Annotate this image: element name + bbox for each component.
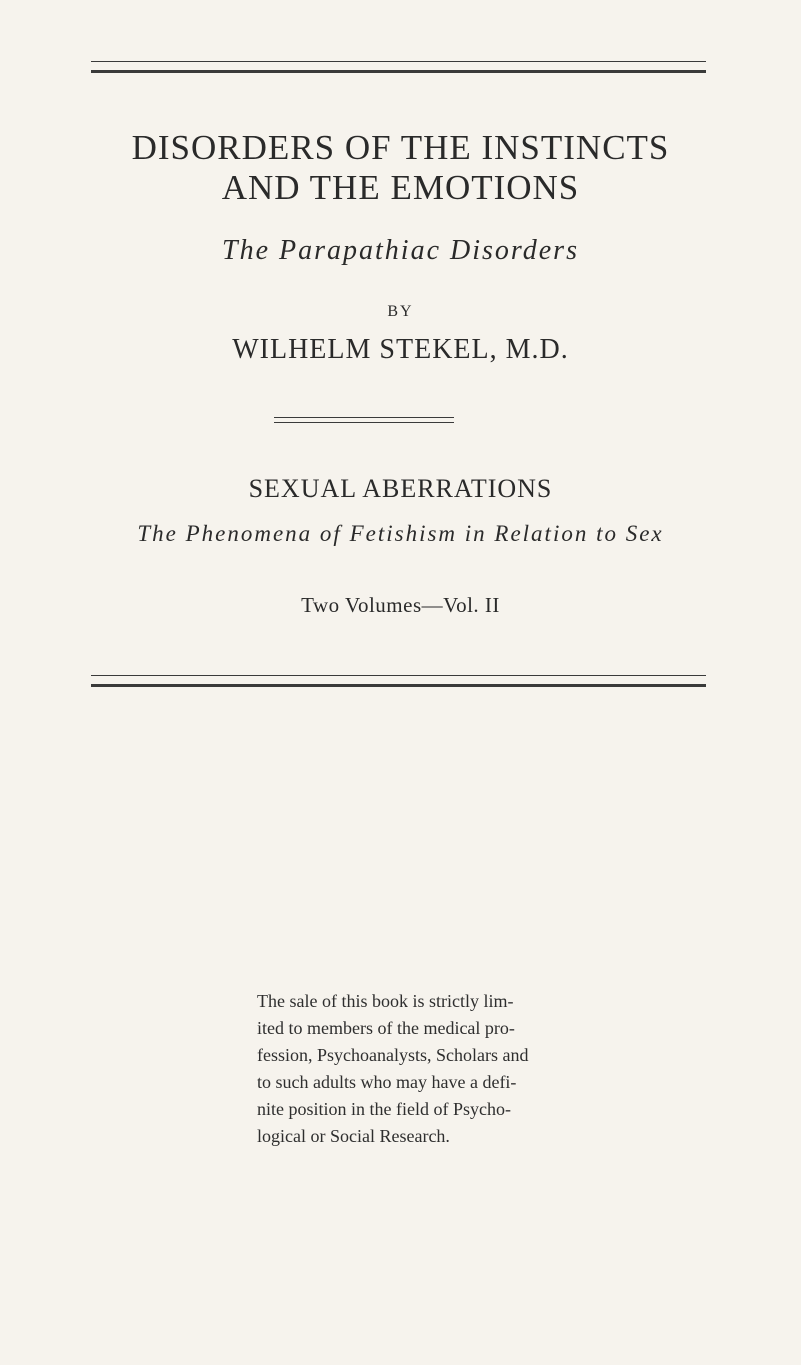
- middle-rule-upper: [274, 417, 454, 418]
- book-title-line-2: AND THE EMOTIONS: [221, 168, 580, 207]
- notice-line-5: nite position in the field of Psycho-: [257, 1099, 511, 1119]
- top-rule-thick: [91, 70, 706, 73]
- middle-rule-lower: [274, 422, 454, 423]
- series-title: SEXUAL ABERRATIONS: [248, 474, 553, 503]
- by-label: BY: [387, 303, 414, 320]
- notice-line-3: fession, Psychoanalysts, Scholars and: [257, 1045, 529, 1065]
- notice-line-1: The sale of this book is strictly lim-: [257, 991, 514, 1011]
- volume-label: Two Volumes—Vol. II: [301, 593, 500, 617]
- series-subtitle: The Phenomena of Fetishism in Relation to Sex: [137, 521, 664, 546]
- notice-line-2: ited to members of the medical pro-: [257, 1018, 515, 1038]
- book-title: [0, 128, 801, 208]
- bottom-rule-thin: [91, 675, 706, 676]
- author-name: WILHELM STEKEL, M.D.: [232, 334, 569, 365]
- top-rule-thin: [91, 61, 706, 62]
- sale-notice: [257, 988, 557, 1150]
- notice-line-4: to such adults who may have a defi-: [257, 1072, 517, 1092]
- book-title-line-1: DISORDERS OF THE INSTINCTS: [131, 128, 670, 167]
- notice-line-6: logical or Social Research.: [257, 1126, 450, 1146]
- book-subtitle: The Parapathiac Disorders: [222, 235, 579, 266]
- bottom-rule-thick: [91, 684, 706, 687]
